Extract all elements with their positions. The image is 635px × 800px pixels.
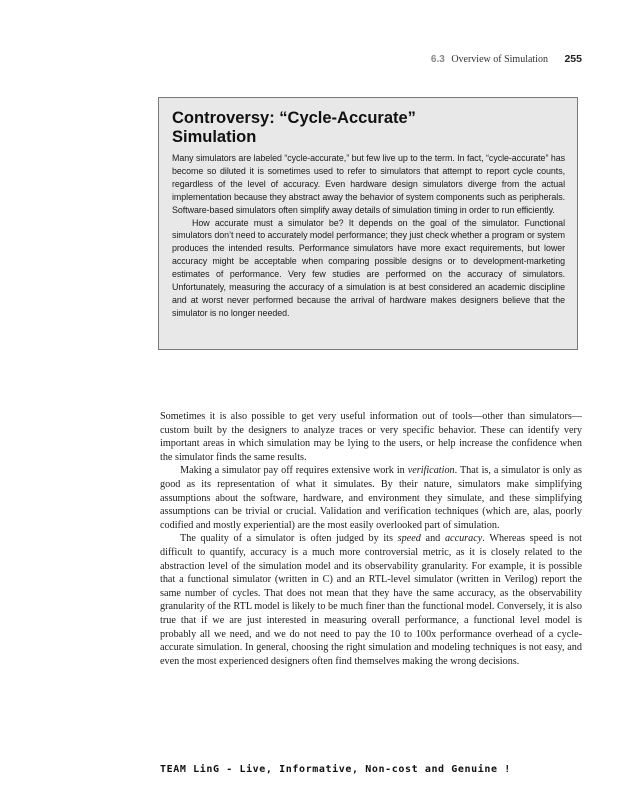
text-run: and bbox=[420, 533, 445, 545]
emphasis-speed: speed bbox=[397, 533, 421, 545]
sidebar-paragraph: Many simulators are labeled “cycle-accurate,” but few live up to the term. In fact, “cycle-accurate” has become so diluted it is sometimes used to refer to simulators that attempt to report cycle counts, regardless of the level of accuracy. Even hardware design simulators diverge from the actual implementation because they abstract away the behavior of system components such as peripherals. Software-based simulators often simplify away details of simulation timing in order to run efficiently. bbox=[172, 153, 565, 215]
controversy-sidebar bbox=[158, 97, 578, 350]
sidebar-title: Controversy: “Cycle-Accurate” Simulation bbox=[172, 109, 416, 146]
section-number: 6.3 bbox=[430, 54, 445, 65]
main-text bbox=[160, 410, 582, 668]
body-paragraph bbox=[160, 532, 582, 668]
emphasis-verification: verification bbox=[407, 465, 455, 477]
text-run: . Whereas speed is not difficult to quantify, accuracy is a much more controversial metric, as it is closely related to the abstraction level of the simulation model and its observability granularity. For example, it is possible that a functional simulator (written in C) and an RTL-level simulator (written in Verilog) report the same number of cycles. That does not mean that they have the same accuracy, as the observability granularity of the RTL model is likely to be much finer than the functional model. Conversely, it is also true that if we are just interested in measuring overall performance, a functional level model is probably all we need, and we do not need to pay the 10 to 100x performance overhead of a cycle-accurate simulation. In general, choosing the right simulation and modeling techniques is not easy, and even the most experienced designers often find themselves making the wrong decisions. bbox=[160, 533, 583, 667]
text-run: The quality of a simulator is often judged by its bbox=[180, 533, 398, 545]
footer-watermark: TEAM LinG - Live, Informative, Non-cost and Genuine ! bbox=[160, 764, 511, 775]
text-run: Making a simulator pay off requires extensive work in bbox=[180, 465, 408, 477]
section-title: Overview of Simulation bbox=[451, 54, 548, 65]
sidebar-paragraph: How accurate must a simulator be? It depends on the goal of the simulator. Functional simulators don’t need to accurately model performance; they just check whether a program or system produces the intended results. Performance simulators have more exact requirements, but lower accuracy might be acceptable when comparing possible designs or to development-marketing estimates of performance. Very few studies are performed on the accuracy of simulators. Unfortunately, measuring the accuracy of a simulation is at best considered an academic discipline and at worst never performed because the arrival of hardware makes designers believe that the simulator is no longer needed. bbox=[172, 217, 565, 318]
text-run: . That is, a simulator is only as good as its representation of what it simulates. By their nature, simulators make simplifying assumptions about the software, hardware, and environment they simulate, and these simplifying assumptions can be trivial or crucial. Validation and verification techniques (which are, alas, poorly codified and mostly experiential) are the most easily overlooked part of simulation. bbox=[160, 465, 582, 531]
body-paragraph bbox=[160, 464, 582, 532]
body-paragraph: Sometimes it is also possible to get very useful information out of tools—other than simulators—custom built by the designers to analyze traces or very specific behavior. These can identify very important areas in which simulation may be lying to the users, or help increase the confidence when the simulator finds the same results. bbox=[160, 411, 582, 463]
page-number: 255 bbox=[564, 53, 582, 65]
running-header bbox=[0, 53, 582, 65]
emphasis-accuracy: accuracy bbox=[444, 533, 483, 545]
